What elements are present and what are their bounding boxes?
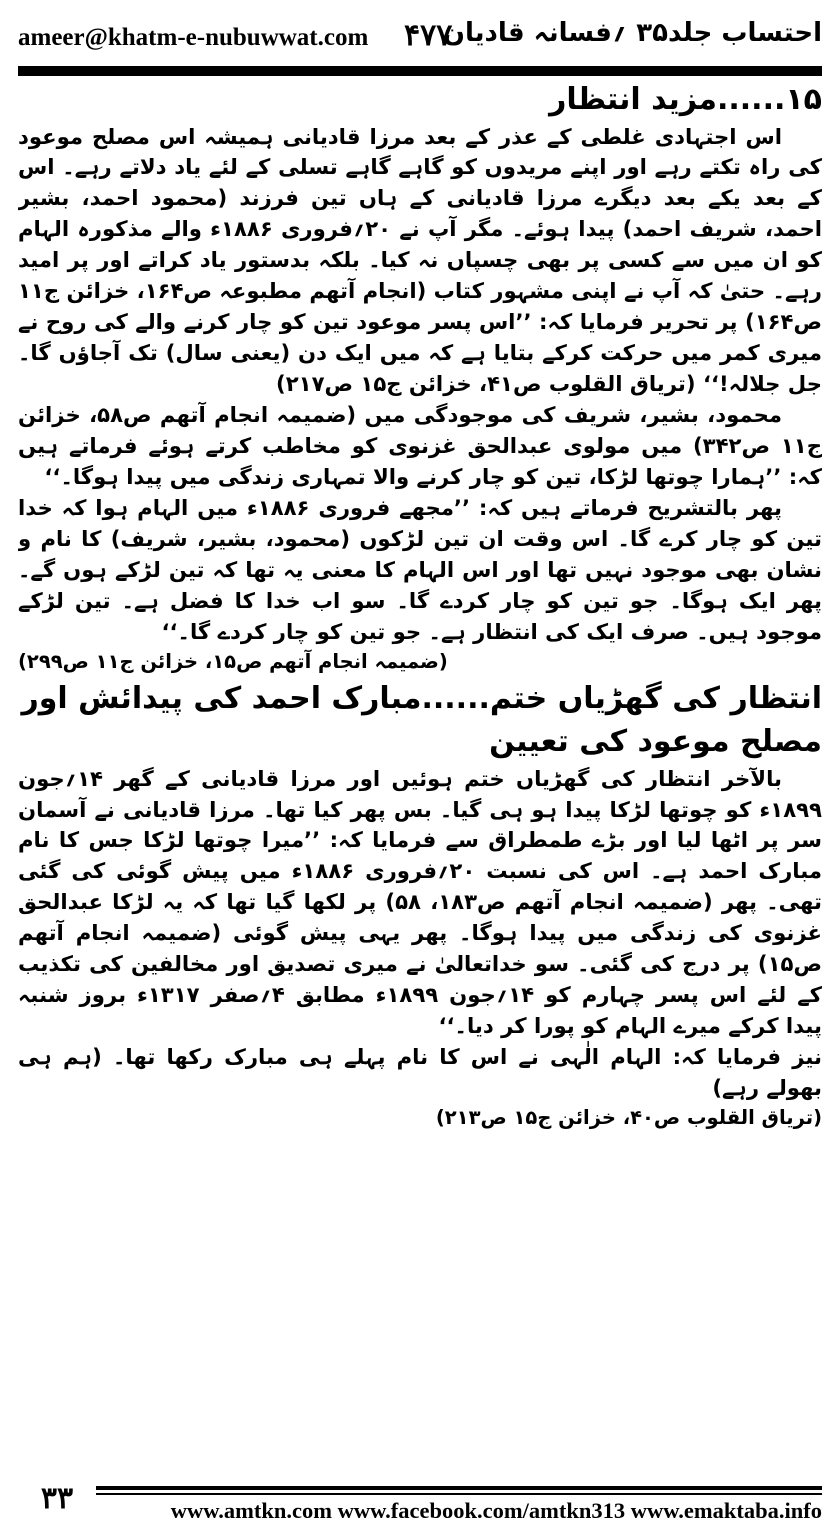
section-title-waiting: ۱۵......مزید انتظار (549, 82, 822, 117)
section-title-birth: انتظار کی گھڑیاں ختم......مبارک احمد کی پیدائش اور مصلح موعود کی تعیین (21, 680, 822, 760)
reference-citation: (تریاق القلوب ص۴۰، خزائن ج۱۵ ص۲۱۳) (435, 1106, 822, 1130)
page-content (18, 78, 822, 1466)
header-email[interactable]: ameer@khatm-e-nubuwwat.com (18, 24, 369, 51)
page-footer (18, 1470, 822, 1528)
footer-rule (96, 1486, 822, 1490)
paragraph: پھر بالتشریح فرماتے ہیں کہ: ’’مجھے فروری ۱۸۸۶ء میں الہام ہوا کہ خدا تین کو چار کرے گا۔ اس وقت ان تین لڑکوں (محمود، بشیر، شریف) کا نام و نشان بھی موجود نہیں تھا اور اس الہام کا معنی یہ تھا کہ تین لڑکے ہوں گے۔ پھر ایک ہوگا۔ جو تین کو چار کردے گا۔ سو اب خدا کا فضل ہے۔ تین لڑکے موجود ہیں۔ صرف ایک کی انتظار ہے۔ جو تین کو چار کردے گا۔‘‘ (18, 494, 822, 644)
header-book-title: احتساب جلد۳۵ ؍فسانہ قادیان (442, 18, 822, 48)
paragraph: اس اجتہادی غلطی کے عذر کے بعد مرزا قادیانی ہمیشہ اس مصلح موعود کی راہ تکتے رہے اور اپنے مریدوں کو گاہے گاہے تسلی کے لئے یاد دلاتے رہے۔ اس کے بعد یکے بعد دیگرے مرزا قادیانی کے ہاں تین فرزند (محمود احمد، بشیر احمد، شریف احمد) پیدا ہوئے۔ مگر آپ نے ۲۰؍فروری ۱۸۸۶ء والے مذکورہ الہام کو ان میں سے کسی پر بھی چسپاں نہ کیا۔ بلکہ بدستور یاد کراتے اور پر امید رہے۔ حتیٰ کہ آپ نے اپنی مشہور کتاب (انجام آتھم مطبوعہ ص۱۶۴، خزائن ج۱۱ ص۱۶۴) پر تحریر فرمایا کہ: ’’اس پسر موعود تین کو چار کرنے والے کی روح نے میری کمر میں حرکت کرکے بتایا ہے کہ میں ایک دن (یعنی سال) تک آجاؤں گا۔ جل جلالہ!‘‘ (تریاق القلوب ص۴۱، خزائن ج۱۵ ص۲۱۷) (18, 123, 822, 397)
footer-rule-thin (96, 1493, 822, 1495)
paragraph: محمود، بشیر، شریف کی موجودگی میں (ضمیمہ انجام آتھم ص۵۸، خزائن ج۱۱ ص۳۴۲) میں مولوی عبدالحق غزنوی کو مخاطب کرتے ہوئے فرماتے ہیں کہ: ’’ہمارا چوتھا لڑکا، تین کو چار کرنے والا تمہاری زندگی میں پیدا ہوگا۔‘‘ (18, 402, 822, 489)
reference-citation: (ضمیمہ انجام آتھم ص۱۵، خزائن ج۱۱ ص۲۹۹) (18, 649, 448, 673)
footer-websites[interactable]: www.amtkn.com www.facebook.com/amtkn313 www.emaktaba.info (170, 1498, 822, 1523)
header-page-number: ۴۷۷ (404, 18, 453, 53)
header-rule (18, 66, 822, 76)
paragraph: بالآخر انتظار کی گھڑیاں ختم ہوئیں اور مرزا قادیانی کے گھر ۱۴؍جون ۱۸۹۹ء کو چوتھا لڑکا پیدا ہو ہی گیا۔ بس پھر کیا تھا۔ مرزا قادیانی نے آسمان سر پر اٹھا لیا اور بڑے طمطراق سے فرمایا کہ: ’’میرا چوتھا لڑکا جس کا نام مبارک احمد ہے۔ اس کی نسبت ۲۰؍فروری ۱۸۸۶ء میں پیش گوئی کی گئی تھی۔ پھر (ضمیمہ انجام آتھم ص۱۸۳، ۵۸) پر لکھا گیا تھا کہ یہ لڑکا عبدالحق غزنوی کی زندگی میں پیدا ہوگا۔ پھر یہی پیش گوئی (ضمیمہ انجام آتھم ص۱۵) پر درج کی گئی۔ سو خداتعالیٰ نے میری تصدیق اور مخالفین کی تکذیب کے لئے اس پسر چہارم کو ۱۴؍جون ۱۸۹۹ء مطابق ۴؍صفر ۱۳۱۷ء بروز شنبہ پیدا کرکے میرے الہام کو پورا کر دیا۔‘‘ (18, 765, 822, 1039)
paragraph: نیز فرمایا کہ: الہام الٰہی نے اس کا نام پہلے ہی مبارک رکھا تھا۔ (ہم ہی بھولے رہے) (18, 1044, 822, 1101)
page-header (18, 12, 822, 64)
footer-page-number: ۳۳ (40, 1480, 74, 1516)
